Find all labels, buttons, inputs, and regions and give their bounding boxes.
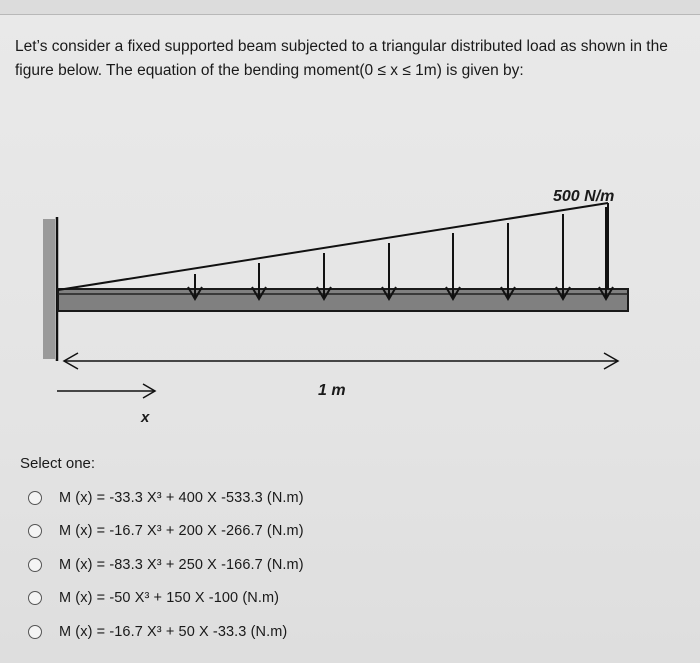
load-line	[58, 203, 608, 290]
load-label: 500 N/m	[553, 188, 615, 205]
span-dimension-arrow	[64, 353, 618, 369]
answer-option-4[interactable]	[28, 582, 304, 616]
answer-option-3[interactable]	[28, 548, 304, 582]
answer-option-label: M (x) = -50 X³ + 150 X -100 (N.m)	[59, 590, 280, 607]
beam-figure	[0, 165, 700, 435]
question-text: Let’s consider a fixed supported beam subjected to a triangular distributed load as shown in the figure below. The equation of the bending moment(0 ≤ x ≤ 1m) is given by:	[15, 38, 668, 79]
answer-option-5[interactable]	[28, 615, 304, 649]
load-arrows	[188, 207, 613, 299]
span-label: 1 m	[318, 382, 346, 399]
x-axis-arrow	[57, 384, 155, 398]
beam	[58, 289, 628, 311]
x-label: x	[141, 409, 150, 426]
radio-icon[interactable]	[28, 558, 42, 572]
question-card	[0, 14, 700, 663]
answer-option-2[interactable]	[28, 515, 304, 549]
fixed-support-wall	[43, 219, 55, 359]
radio-icon[interactable]	[28, 491, 42, 505]
answer-option-label: M (x) = -16.7 X³ + 200 X -266.7 (N.m)	[59, 523, 304, 540]
answer-option-1[interactable]	[28, 481, 304, 515]
answer-options	[28, 481, 304, 649]
answer-option-label: M (x) = -83.3 X³ + 250 X -166.7 (N.m)	[59, 556, 304, 573]
answer-option-label: M (x) = -33.3 X³ + 400 X -533.3 (N.m)	[59, 489, 304, 506]
radio-icon[interactable]	[28, 591, 42, 605]
radio-icon[interactable]	[28, 524, 42, 538]
radio-icon[interactable]	[28, 625, 42, 639]
select-one-label: Select one:	[20, 455, 96, 472]
answer-option-label: M (x) = -16.7 X³ + 50 X -33.3 (N.m)	[59, 623, 288, 640]
